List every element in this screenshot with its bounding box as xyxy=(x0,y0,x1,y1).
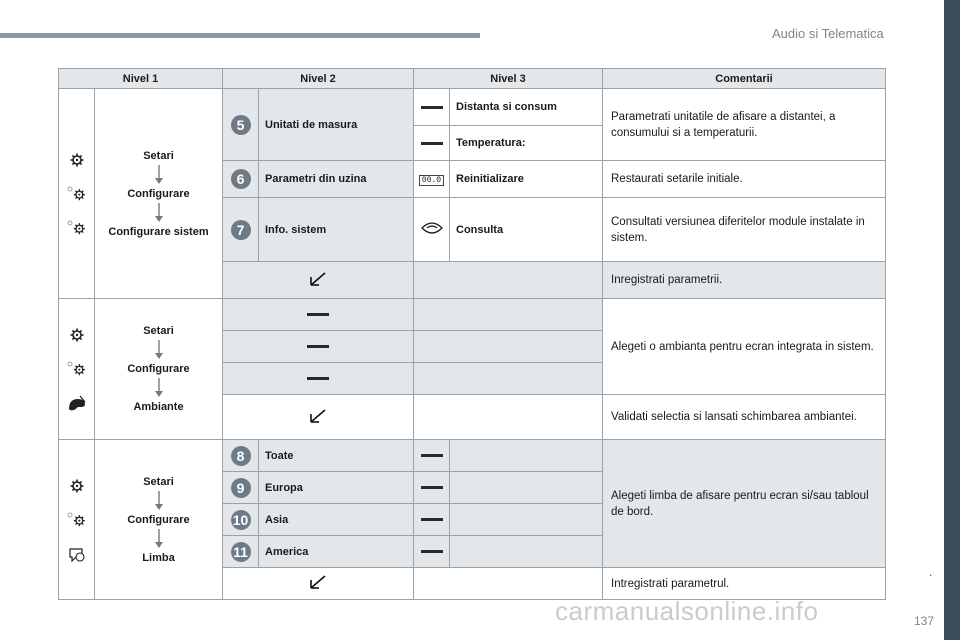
group3-level1 xyxy=(95,440,223,600)
level1-configurare-sistem: Configurare sistem xyxy=(108,225,209,238)
arrow-down-icon xyxy=(154,378,164,398)
arrow-down-icon xyxy=(154,165,164,185)
back-arrow-icon xyxy=(308,270,328,288)
comment-limba: Alegeti limba de afisare pentru ecran si/sau tabloul de bord. xyxy=(603,440,886,568)
dash-icon xyxy=(307,377,329,380)
gear-icon xyxy=(66,151,88,169)
dash-icon xyxy=(421,518,443,521)
consulta-label: Consulta xyxy=(450,198,603,262)
comment-inregistrati: Inregistrati parametrii. xyxy=(603,262,886,299)
settings-sub-icon xyxy=(66,185,88,203)
back-arrow-icon xyxy=(308,407,328,425)
dash-icon xyxy=(421,454,443,457)
group2-icons xyxy=(59,299,95,440)
step-badge-11: 11 xyxy=(231,542,251,562)
comment-ambiante: Alegeti o ambianta pentru ecran integrata in sistem. xyxy=(603,299,886,395)
step-badge-5: 5 xyxy=(231,115,251,135)
comment-unitati: Parametrati unitatile de afisare a distantei, a consumului si a temperaturii. xyxy=(603,89,886,161)
settings-sub-icon xyxy=(66,219,88,237)
arrow-down-icon xyxy=(154,491,164,511)
language-icon xyxy=(66,545,88,563)
step-badge-6: 6 xyxy=(231,169,251,189)
arrow-down-icon xyxy=(154,529,164,549)
side-tab xyxy=(944,0,960,640)
level1-setari: Setari xyxy=(143,325,174,337)
group2-level1 xyxy=(95,299,223,440)
dash-icon xyxy=(421,106,443,109)
step-badge-10: 10 xyxy=(231,510,251,530)
back-arrow-icon xyxy=(308,573,328,591)
arrow-down-icon xyxy=(154,340,164,360)
level1-configurare: Configurare xyxy=(127,363,190,375)
section-title: Audio si Telematica xyxy=(772,26,884,41)
page-marker: . xyxy=(929,565,933,579)
step-badge-7: 7 xyxy=(231,220,251,240)
level1-setari: Setari xyxy=(143,149,174,162)
header-nivel-1: Nivel 1 xyxy=(59,69,223,89)
watermark: carmanualsonline.info xyxy=(555,596,819,626)
info-sistem-label: Info. sistem xyxy=(259,198,414,262)
level1-configurare: Configurare xyxy=(127,187,190,200)
america-label: America xyxy=(259,536,414,568)
gear-icon xyxy=(66,477,88,495)
temperatura-label: Temperatura: xyxy=(450,126,603,161)
top-accent-bar xyxy=(0,33,480,38)
comment-reinitializare: Restaurati setarile initiale. xyxy=(603,161,886,198)
header-nivel-2: Nivel 2 xyxy=(223,69,414,89)
dash-icon xyxy=(421,550,443,553)
eye-icon xyxy=(421,221,443,235)
header-comentarii: Comentarii xyxy=(603,69,886,89)
comment-intregistrati: Intregistrati parametrul. xyxy=(603,568,886,600)
unitati-de-masura-label: Unitati de masura xyxy=(259,89,414,161)
europa-label: Europa xyxy=(259,472,414,504)
step-badge-8: 8 xyxy=(231,446,251,466)
level1-limba: Limba xyxy=(142,551,175,564)
palette-icon xyxy=(66,394,88,412)
parametri-uzina-label: Parametri din uzina xyxy=(259,161,414,198)
gear-icon xyxy=(66,326,88,344)
arrow-down-icon xyxy=(154,203,164,223)
settings-sub-icon xyxy=(66,360,88,378)
header-nivel-3: Nivel 3 xyxy=(414,69,603,89)
dash-icon xyxy=(421,486,443,489)
dash-icon xyxy=(421,142,443,145)
page-number: 137 xyxy=(914,614,935,628)
comment-info-sistem: Consultati versiunea diferitelor module instalate in sistem. xyxy=(603,198,886,262)
menu-table xyxy=(58,68,886,600)
distanta-consum-label: Distanta si consum xyxy=(450,89,603,126)
dash-icon xyxy=(307,313,329,316)
group1-level1 xyxy=(95,89,223,299)
reinitializare-label: Reinitializare xyxy=(450,161,603,198)
reset-value-icon: 00.0 xyxy=(419,175,444,186)
toate-label: Toate xyxy=(259,440,414,472)
group1-icons xyxy=(59,89,95,299)
dash-icon xyxy=(307,345,329,348)
group3-icons xyxy=(59,440,95,600)
step-badge-9: 9 xyxy=(231,478,251,498)
level1-setari: Setari xyxy=(143,475,174,488)
comment-validati: Validati selectia si lansati schimbarea ambiantei. xyxy=(603,395,886,440)
level1-configurare: Configurare xyxy=(127,513,190,526)
level1-ambiante: Ambiante xyxy=(133,401,184,413)
settings-sub-icon xyxy=(66,511,88,529)
asia-label: Asia xyxy=(259,504,414,536)
